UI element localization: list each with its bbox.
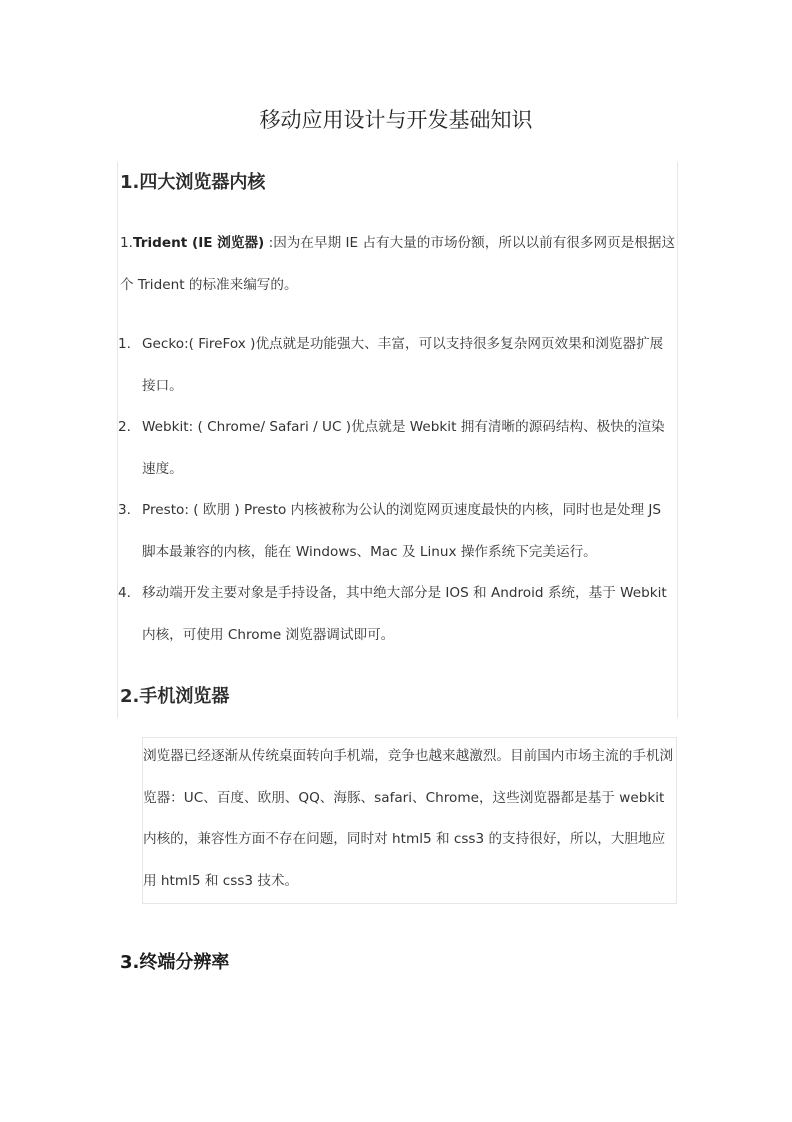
list-item-number: 1. [118,336,131,352]
trident-text: :因为在早期 IE 占有大量的市场份额，所以以前有很多网页是根据这个 Trident 的标准来编写的。 [120,235,676,293]
list-item-text: 移动端开发主要对象是手持设备，其中绝大部分是 IOS 和 Android 系统，基于 Webkit 内核，可使用 Chrome 浏览器调试即可。 [142,585,667,643]
list-item-text: Gecko:( FireFox )优点就是功能强大、丰富，可以支持很多复杂网页效果和浏览器扩展接口。 [142,336,664,394]
section-1-heading: 1.四大浏览器内核 [120,172,266,193]
list-item-number: 3. [118,502,131,518]
engine-list [118,324,676,656]
document-title: 移动应用设计与开发基础知识 [259,108,533,132]
mobile-browser-paragraph: 浏览器已经逐渐从传统桌面转向手机端，竞争也越来越激烈。目前国内市场主流的手机浏览器：UC、百度、欧朋、QQ、海豚、safari、Chrome，这些浏览器都是基于 webkit 内核的，兼容性方面不存在问题，同时对 html5 和 css3 的支持很好，所以，大胆地应用 html5 和 css3 技术。 [143,748,674,889]
list-item [118,324,676,407]
trident-prefix: 1. [120,235,133,251]
trident-label: Trident (IE 浏览器) [132,235,265,251]
section-3-heading: 3.终端分辨率 [120,952,230,973]
list-item-text: Webkit: ( Chrome/ Safari / UC )优点就是 Webkit 拥有清晰的源码结构、极快的渲染速度。 [142,419,665,477]
list-item-number: 4. [118,585,131,601]
list-item-number: 2. [118,419,131,435]
list-item-text: Presto: ( 欧朋 ) Presto 内核被称为公认的浏览网页速度最快的内核，同时也是处理 JS 脚本最兼容的内核，能在 Windows、Mac 及 Linux 操作系统下完美运行。 [142,502,662,560]
list-item [118,490,676,573]
list-item [118,407,676,490]
section-2-heading: 2.手机浏览器 [120,686,230,707]
list-item [118,573,676,656]
trident-paragraph [120,222,676,306]
